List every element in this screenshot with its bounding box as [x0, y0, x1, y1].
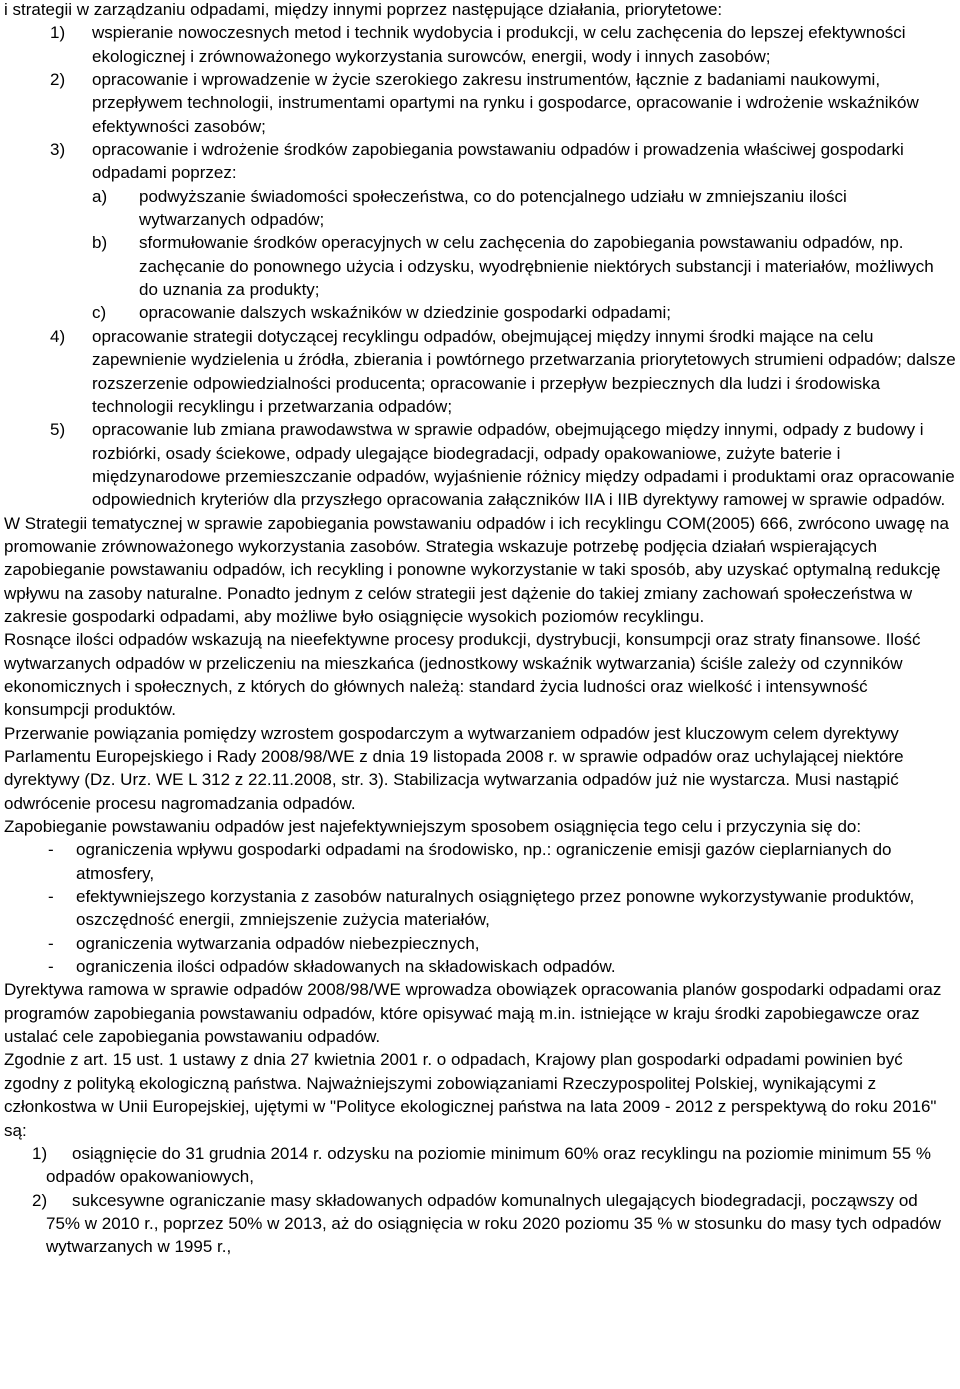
list-item-4 — [4, 325, 956, 418]
list-item-text: opracowanie i wprowadzenie w życie szerokiego zakresu instrumentów, łącznie z badaniami naukowymi, przepływem technologii, instrumentami opartymi na rynku i gospodarce, opracowanie i wdrożenie wskaźników efektywności zasobów; — [92, 70, 919, 136]
sublist-item-b — [4, 231, 956, 301]
dash-item — [4, 955, 956, 978]
list-marker: 3) — [50, 140, 66, 160]
sublist-item-text: opracowanie dalszych wskaźników w dziedzinie gospodarki odpadami; — [139, 303, 672, 323]
obligation-item-1 — [4, 1142, 956, 1189]
paragraph-framework-directive: Dyrektywa ramowa w sprawie odpadów 2008/98/WE wprowadza obowiązek opracowania planów gospodarki odpadami oraz programów zapobiegania powstawaniu odpadów, które opisywać mają m.in. istniejące w kraju środki zapobiegawcze oraz ustalać cele zapobiegania powstawaniu odpadów. — [4, 980, 942, 1047]
sublist-item-c — [4, 301, 956, 324]
list-item-5 — [4, 418, 956, 511]
list-item-text: opracowanie i wdrożenie środków zapobiegania powstawaniu odpadów i prowadzenia właściwej gospodarki odpadami poprzez: — [92, 140, 904, 183]
dash-marker: - — [48, 840, 54, 860]
list-marker: 4) — [50, 326, 66, 346]
intro-paragraph: i strategii w zarządzaniu odpadami, między innymi poprzez następujące działania, priorytetowe: — [4, 0, 723, 19]
list-item-text: opracowanie lub zmiana prawodawstwa w sprawie odpadów, obejmującego między innymi, odpady z budowy i rozbiórki, osady ściekowe, odpady ulegające biodegradacji, odpady opakowaniowe, zużyte baterie i międzynarodowe przemieszczanie odpadów, wyjaśnienie różnicy między odpadami i produktami oraz opracowanie odpowiednich kryteriów dla przyszłego opracowania załączników IIA i IIB dyrektywy ramowej w sprawie odpadów. — [92, 420, 955, 510]
dash-item — [4, 838, 956, 885]
obligation-text: sukcesywne ograniczanie masy składowanych odpadów komunalnych ulegających biodegradacji, począwszy od 75% w 2010 r., poprzez 50% w 2013, aż do osiągnięcia w roku 2020 poziomu 35 % w stosunku do masy tych odpadów wytwarzanych w 1995 r., — [46, 1190, 941, 1257]
list-item-3 — [4, 138, 956, 185]
obligation-item-2 — [4, 1189, 956, 1259]
document-body — [4, 0, 956, 1259]
list-item-text: wspieranie nowoczesnych metod i technik wydobycia i produkcji, w celu zachęcenia do lepszej efektywności ekologicznej i zrównoważonego wykorzystania surowców, energii, wody i innych zasobów; — [92, 23, 906, 66]
paragraph-national-plan: Zgodnie z art. 15 ust. 1 ustawy z dnia 27 kwietnia 2001 r. o odpadach, Krajowy plan gospodarki odpadami powinien być zgodny z polityką ekologiczną państwa. Najważniejszymi zobowiązaniami Rzeczypospolitej Polskiej, wynikającymi z członkostwa w Unii Europejskiej, ujętymi w "Polityce ekologicznej państwa na lata 2009 - 2012 z perspektywą do roku 2016" są: — [4, 1050, 937, 1140]
dash-item-text: ograniczenia ilości odpadów składowanych na składowiskach odpadów. — [76, 957, 616, 977]
list-marker: 2) — [50, 70, 66, 90]
dash-item-text: ograniczenia wytwarzania odpadów niebezpiecznych, — [76, 933, 480, 953]
list-marker: 5) — [50, 420, 66, 440]
dash-item — [4, 932, 956, 955]
dash-marker: - — [48, 887, 54, 907]
list-item-1 — [4, 21, 956, 68]
sublist-item-a — [4, 185, 956, 232]
paragraph-strategy: W Strategii tematycznej w sprawie zapobiegania powstawaniu odpadów i ich recyklingu COM(2005) 666, zwrócono uwagę na promowanie zrównoważonego wykorzystania zasobów. Strategia wskazuje potrzebę podjęcia działań wspierających zapobieganie powstawaniu odpadów, ich recykling i ponowne wykorzystanie w taki sposób, aby uzyskać optymalną redukcję wpływu na zasoby naturalne. Ponadto jednym z celów strategii jest dążenie do takiej zmiany zachowań społeczeństwa w zakresie gospodarki odpadami, aby możliwe było osiągnięcie wysokich poziomów recyklingu. — [4, 513, 949, 626]
sublist-marker: a) — [92, 186, 108, 206]
obligation-marker: 2) — [32, 1190, 48, 1210]
dash-marker: - — [48, 957, 54, 977]
list-marker: 1) — [50, 23, 66, 43]
dash-item-text: efektywniejszego korzystania z zasobów naturalnych osiągniętego przez ponowne wykorzystywanie produktów, oszczędność energii, zmniejszenie zużycia materiałów, — [76, 887, 915, 930]
list-item-2 — [4, 68, 956, 138]
sublist-item-text: sformułowanie środków operacyjnych w celu zachęcenia do zapobiegania powstawaniu odpadów, np. zachęcanie do ponownego użycia i odzysku, wyodrębnienie niektórych substancji i materiałów, możliwych do uznania za produkty; — [139, 233, 934, 300]
sublist-marker: c) — [92, 303, 107, 323]
dash-item — [4, 885, 956, 932]
paragraph-directive: Przerwanie powiązania pomiędzy wzrostem gospodarczym a wytwarzaniem odpadów jest kluczowym celem dyrektywy Parlamentu Europejskiego i Rady 2008/98/WE z dnia 19 listopada 2008 r. w sprawie odpadów oraz uchylającej niektóre dyrektywy (Dz. Urz. WE L 312 z 22.11.2008, str. 3). Stabilizacja wytwarzania odpadów już nie wystarcza. Musi nastąpić odwrócenie procesu nagromadzania odpadów. — [4, 723, 904, 813]
sublist-item-text: podwyższanie świadomości społeczeństwa, co do potencjalnego udziału w zmniejszaniu ilości wytwarzanych odpadów; — [139, 186, 847, 230]
sublist-marker: b) — [92, 233, 108, 253]
dash-item-text: ograniczenia wpływu gospodarki odpadami na środowisko, np.: ograniczenie emisji gazów cieplarnianych do atmosfery, — [76, 840, 892, 883]
obligation-text: osiągnięcie do 31 grudnia 2014 r. odzysku na poziomie minimum 60% oraz recyklingu na poziomie minimum 55 % odpadów opakowaniowych, — [46, 1143, 931, 1187]
paragraph-prevention: Zapobieganie powstawaniu odpadów jest najefektywniejszym sposobem osiągnięcia tego celu i przyczynia się do: — [4, 817, 862, 837]
dash-marker: - — [48, 933, 54, 953]
obligation-marker: 1) — [32, 1143, 48, 1163]
paragraph-waste-growth: Rosnące ilości odpadów wskazują na nieefektywne procesy produkcji, dystrybucji, konsumpcji oraz straty finansowe. Ilość wytwarzanych odpadów w przeliczeniu na mieszkańca (jednostkowy wskaźnik wytwarzania) ściśle zależy od czynników ekonomicznych i społecznych, z których do głównych należą: standard życia ludności oraz wielkość i intensywność konsumpcji produktów. — [4, 630, 921, 720]
list-item-text: opracowanie strategii dotyczącej recyklingu odpadów, obejmującej między innymi środki mające na celu zapewnienie wydzielenia u źródła, zbierania i powtórnego przetwarzania priorytetowych strumieni odpadów; dalsze rozszerzenie odpowiedzialności producenta; opracowanie i przepływ bezpiecznych dla ludzi i środowiska technologii recyklingu i przetwarzania odpadów; — [92, 326, 956, 416]
